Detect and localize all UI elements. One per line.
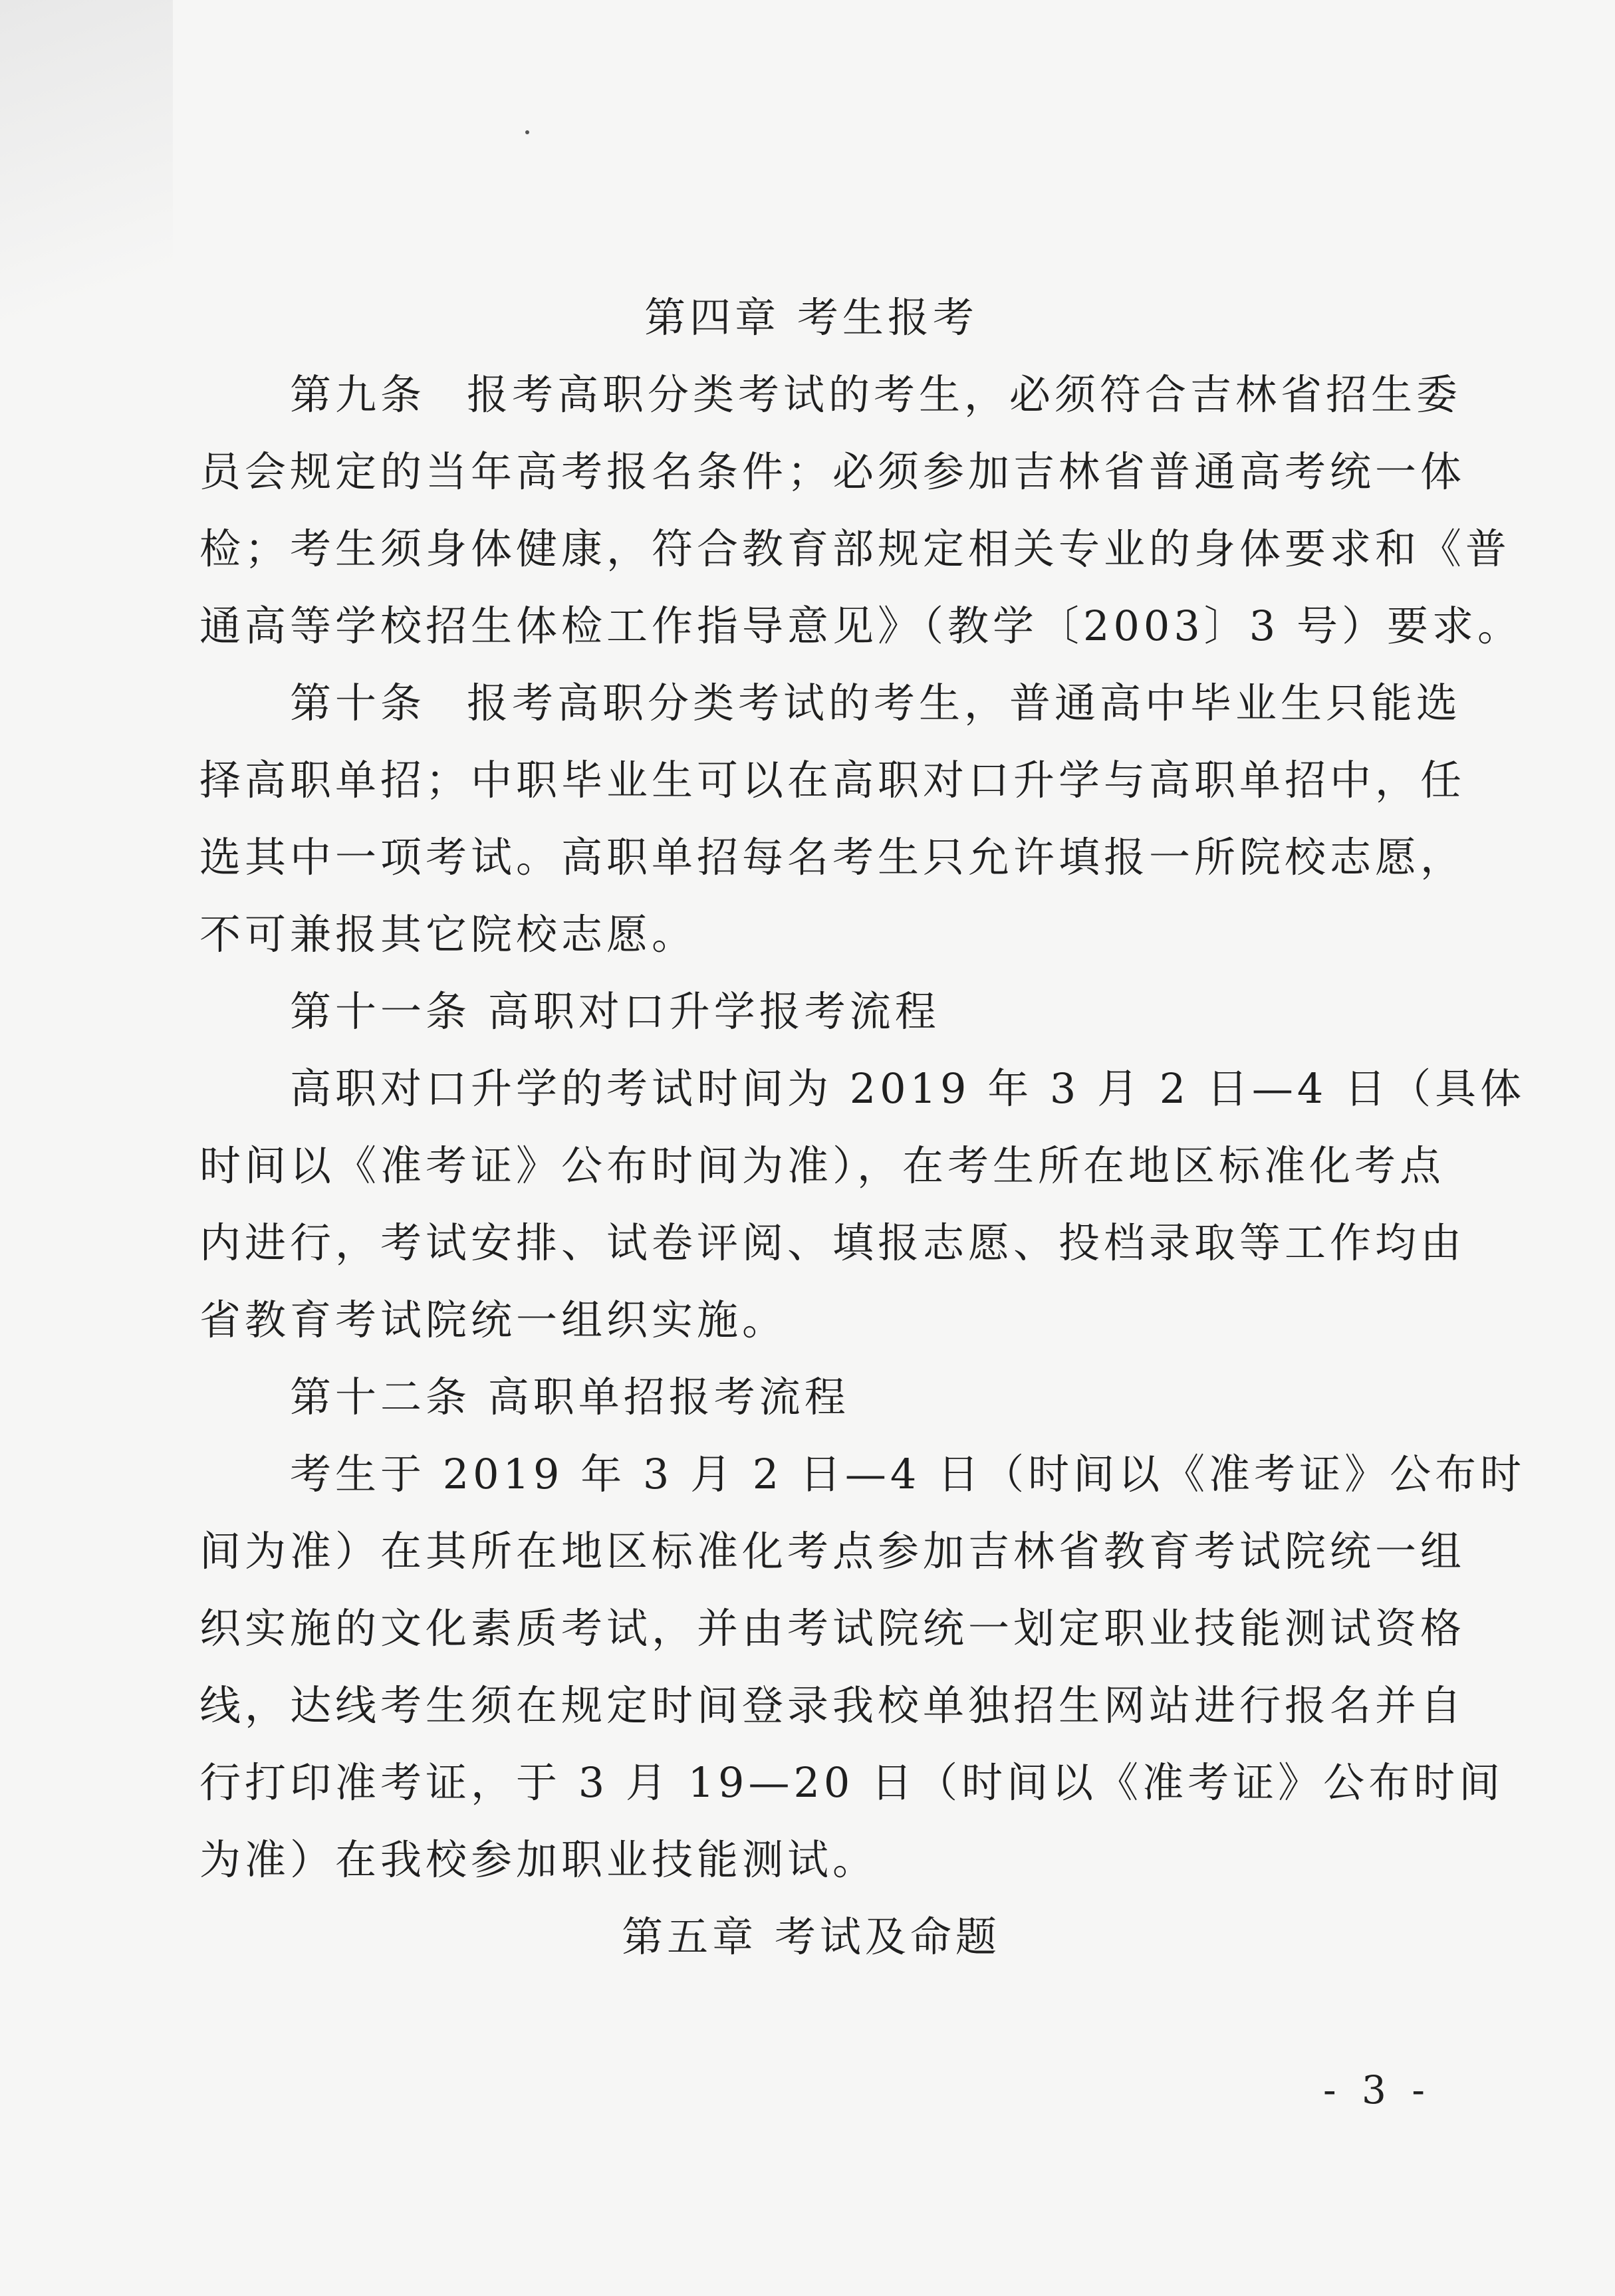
article-11-text-line: 内进行，考试安排、试卷评阅、填报志愿、投档录取等工作均由	[199, 1218, 1466, 1267]
article-12-heading: 第十二条 高职单招报考流程	[290, 1373, 850, 1421]
article-12-text-line: 行打印准考证，于 3 月 19—20 日（时间以《准考证》公布时间	[199, 1758, 1505, 1807]
article-11-text-line: 时间以《准考证》公布时间为准），在考生所在地区标准化考点	[199, 1141, 1445, 1190]
article-10-number: 第十条	[290, 679, 426, 727]
chapter-4-title: 第四章 考生报考	[644, 293, 978, 342]
article-12-text-line: 为准）在我校参加职业技能测试。	[199, 1835, 878, 1884]
scan-speck	[525, 130, 529, 134]
article-9-text-line: 检；考生须身体健康，符合教育部规定相关专业的身体要求和《普	[199, 524, 1511, 573]
article-9-first-line	[199, 356, 1462, 433]
chapter-5-title: 第五章 考试及命题	[622, 1912, 1001, 1961]
article-10-first-line	[199, 665, 1462, 742]
article-9-text-line: 员会规定的当年高考报名条件；必须参加吉林省普通高考统一体	[199, 447, 1466, 496]
article-10-text-line: 不可兼报其它院校志愿。	[199, 910, 697, 959]
article-12-text-line: 间为准）在其所在地区标准化考点参加吉林省教育考试院统一组	[199, 1527, 1466, 1575]
article-12-text-line: 线，达线考生须在规定时间登录我校单独招生网站进行报名并自	[199, 1681, 1466, 1730]
article-11-text-line: 省教育考试院统一组织实施。	[199, 1296, 788, 1344]
article-12-text-line: 织实施的文化素质考试，并由考试院统一划定职业技能测试资格	[199, 1604, 1466, 1653]
article-9-text-line: 报考高职分类考试的考生，必须符合吉林省招生委	[467, 370, 1462, 419]
article-12-text-line: 考生于 2019 年 3 月 2 日—4 日（时间以《准考证》公布时	[290, 1450, 1526, 1498]
article-11-heading: 第十一条 高职对口升学报考流程	[290, 987, 940, 1036]
article-10-text-line: 报考高职分类考试的考生，普通高中毕业生只能选	[467, 679, 1462, 727]
article-11-text-line: 高职对口升学的考试时间为 2019 年 3 月 2 日—4 日（具体	[290, 1064, 1526, 1113]
document-body	[199, 279, 1526, 1976]
article-9-number: 第九条	[290, 370, 426, 419]
article-9-text-line: 通高等学校招生体检工作指导意见》（教学〔2003〕3 号）要求。	[199, 602, 1523, 650]
scan-shadow	[0, 0, 173, 412]
article-10-text-line: 选其中一项考试。高职单招每名考生只允许填报一所院校志愿，	[199, 833, 1466, 881]
page-number: - 3 -	[1323, 2067, 1431, 2113]
article-10-text-line: 择高职单招；中职毕业生可以在高职对口升学与高职单招中，任	[199, 756, 1466, 804]
